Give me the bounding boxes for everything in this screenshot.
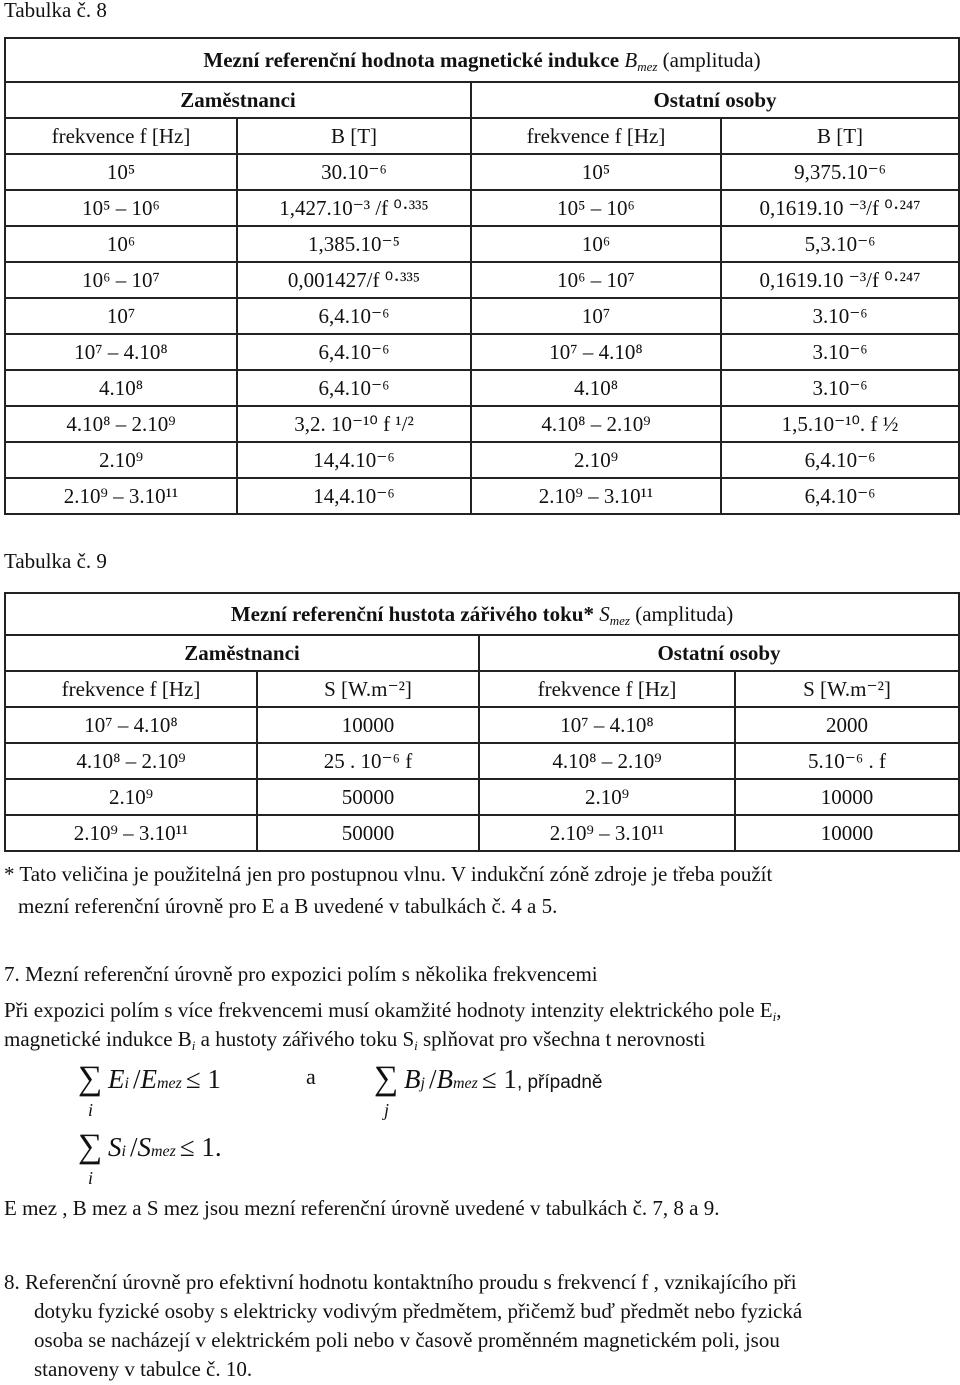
table-cell: 50000: [257, 815, 479, 851]
section7-closing: E mez , B mez a S mez jsou mezní referenční úrovně uvedené v tabulkách č. 7, 8 a 9.: [4, 1196, 720, 1220]
table-row: [5, 190, 959, 226]
table-cell: 0,001427/f ⁰·³³⁵: [237, 262, 471, 298]
table9: [4, 592, 960, 852]
table-row: [5, 370, 959, 406]
table-row: [5, 298, 959, 334]
table-row: [5, 743, 959, 779]
table-cell: 10⁷: [5, 298, 237, 334]
formula-power-density: ∑ Si /Smez ≤ 1. i: [78, 1128, 222, 1188]
table-cell: 50000: [257, 779, 479, 815]
table-cell: 10000: [735, 779, 959, 815]
table9-group-others: Ostatní osoby: [479, 635, 959, 671]
table-cell: 4.10⁸ – 2.10⁹: [5, 743, 257, 779]
sum-index: i: [88, 1168, 94, 1188]
table-cell: 14,4.10⁻⁶: [237, 442, 471, 478]
table9-title: Mezní referenční hustota zářivého toku* $S_{mez}$ (amplituda): [5, 593, 959, 635]
table-cell: 2.10⁹ – 3.10¹¹: [5, 478, 237, 514]
table-cell: 10⁷ – 4.10⁸: [5, 334, 237, 370]
table-cell: 6,4.10⁻⁶: [237, 370, 471, 406]
table-cell: 9,375.10⁻⁶: [721, 154, 959, 190]
sum-symbol: ∑: [78, 1060, 103, 1097]
table9-header-cell: frekvence f [Hz]: [5, 671, 257, 707]
table-cell: 2.10⁹: [5, 442, 237, 478]
table-cell: 2000: [735, 707, 959, 743]
table-cell: 0,1619.10 ⁻³/f ⁰·²⁴⁷: [721, 190, 959, 226]
table8-header-cell: B [T]: [237, 118, 471, 154]
table-cell: 4.10⁸: [5, 370, 237, 406]
table8-caption: Tabulka č. 8: [4, 0, 107, 22]
section8-line-2: dotyku fyzické osoby s elektricky vodivým předmětem, přičemž buď předmět nebo fyzická: [34, 1299, 803, 1323]
table-cell: 2.10⁹: [471, 442, 721, 478]
footnote-line-2: mezní referenční úrovně pro E a B uvedené v tabulkách č. 4 a 5.: [18, 894, 558, 918]
table-row: [5, 334, 959, 370]
sum-symbol: ∑: [78, 1128, 103, 1165]
table-cell: 14,4.10⁻⁶: [237, 478, 471, 514]
formula-electric: ∑ Ei /Emez ≤ 1 i: [78, 1060, 221, 1120]
section7-paragraph-line-1: Při expozici polím s více frekvencemi musí okamžité hodnoty intenzity elektrického pole $E_i$,: [4, 998, 782, 1024]
table8-header-cell: frekvence f [Hz]: [5, 118, 237, 154]
table-cell: 10000: [257, 707, 479, 743]
table9-header-row: [5, 671, 959, 707]
table-cell: 0,1619.10 ⁻³/f ⁰·²⁴⁷: [721, 262, 959, 298]
table-cell: 4.10⁸ – 2.10⁹: [471, 406, 721, 442]
table-cell: 5.10⁻⁶ . f: [735, 743, 959, 779]
table8-group-others: Ostatní osoby: [471, 82, 959, 118]
table-cell: 10⁶ – 10⁷: [471, 262, 721, 298]
table-cell: 3.10⁻⁶: [721, 334, 959, 370]
table-cell: 3.10⁻⁶: [721, 370, 959, 406]
table-cell: 10⁷ – 4.10⁸: [5, 707, 257, 743]
table-cell: 2.10⁹: [479, 779, 735, 815]
table-cell: 10⁵ – 10⁶: [471, 190, 721, 226]
table-cell: 2.10⁹ – 3.10¹¹: [5, 815, 257, 851]
formula-connector: a: [306, 1064, 316, 1089]
sum-index: j: [384, 1100, 390, 1120]
table-cell: 10⁶ – 10⁷: [5, 262, 237, 298]
table-cell: 6,4.10⁻⁶: [721, 442, 959, 478]
table8-title: Mezní referenční hodnota magnetické indukce $B_{mez}$ (amplituda): [5, 38, 959, 82]
footnote-line-1: * Tato veličina je použitelná jen pro postupnou vlnu. V indukční zóně zdroje je třeba použít: [4, 862, 773, 886]
table9-group-employees: Zaměstnanci: [5, 635, 479, 671]
table8-header-cell: B [T]: [721, 118, 959, 154]
table-cell: 4.10⁸: [471, 370, 721, 406]
table-cell: 6,4.10⁻⁶: [721, 478, 959, 514]
section8-line-3: osoba se nacházejí v elektrickém poli nebo v časově proměnném magnetickém poli, jsou: [34, 1328, 780, 1352]
table-cell: 1,5.10⁻¹⁰. f ½: [721, 406, 959, 442]
table8-group-employees: Zaměstnanci: [5, 82, 471, 118]
table-row: [5, 707, 959, 743]
table-row: [5, 154, 959, 190]
table9-caption: Tabulka č. 9: [4, 549, 107, 573]
table-cell: 4.10⁸ – 2.10⁹: [479, 743, 735, 779]
table-cell: 10000: [735, 815, 959, 851]
table-cell: 25 . 10⁻⁶ f: [257, 743, 479, 779]
table-cell: 2.10⁹: [5, 779, 257, 815]
table-cell: 10⁷ – 4.10⁸: [471, 334, 721, 370]
sum-index: i: [88, 1100, 94, 1120]
section8-line-4: stanoveny v tabulce č. 10.: [34, 1357, 253, 1381]
table-cell: 30.10⁻⁶: [237, 154, 471, 190]
table-cell: 10⁵ – 10⁶: [5, 190, 237, 226]
table8-header-cell: frekvence f [Hz]: [471, 118, 721, 154]
table-row: [5, 815, 959, 851]
table9-header-cell: frekvence f [Hz]: [479, 671, 735, 707]
table-cell: 10⁶: [5, 226, 237, 262]
table9-header-cell: S [W.m⁻²]: [257, 671, 479, 707]
section7-paragraph-line-2: magnetické indukce $B_i$ a hustoty zářivého toku $S_i$ splňovat pro všechna t nerovnosti: [4, 1027, 706, 1053]
formula-magnetic: ∑ Bj /Bmez ≤ 1, případně j: [374, 1060, 603, 1120]
table-cell: 5,3.10⁻⁶: [721, 226, 959, 262]
sum-symbol: ∑: [374, 1060, 399, 1097]
table9-header-cell: S [W.m⁻²]: [735, 671, 959, 707]
table-cell: 10⁵: [471, 154, 721, 190]
section7-heading: 7. Mezní referenční úrovně pro expozici polím s několika frekvencemi: [4, 962, 598, 986]
table-cell: 3.10⁻⁶: [721, 298, 959, 334]
table-row: [5, 226, 959, 262]
table8-header-row: [5, 118, 959, 154]
table-row: [5, 442, 959, 478]
table-row: [5, 406, 959, 442]
table-cell: 6,4.10⁻⁶: [237, 298, 471, 334]
table-row: [5, 478, 959, 514]
section8-line-1: 8. Referenční úrovně pro efektivní hodnotu kontaktního proudu s frekvencí f , vznikajícího při: [4, 1270, 797, 1294]
table-cell: 10⁵: [5, 154, 237, 190]
table-row: [5, 262, 959, 298]
table-cell: 10⁷ – 4.10⁸: [479, 707, 735, 743]
table8: [4, 37, 960, 515]
table-cell: 10⁶: [471, 226, 721, 262]
table-cell: 10⁷: [471, 298, 721, 334]
table-cell: 1,385.10⁻⁵: [237, 226, 471, 262]
table-cell: 1,427.10⁻³ /f ⁰·³³⁵: [237, 190, 471, 226]
table-cell: 2.10⁹ – 3.10¹¹: [471, 478, 721, 514]
table-cell: 6,4.10⁻⁶: [237, 334, 471, 370]
table-row: [5, 779, 959, 815]
table-cell: 2.10⁹ – 3.10¹¹: [479, 815, 735, 851]
table-cell: 4.10⁸ – 2.10⁹: [5, 406, 237, 442]
table-cell: 3,2. 10⁻¹⁰ f ¹/²: [237, 406, 471, 442]
